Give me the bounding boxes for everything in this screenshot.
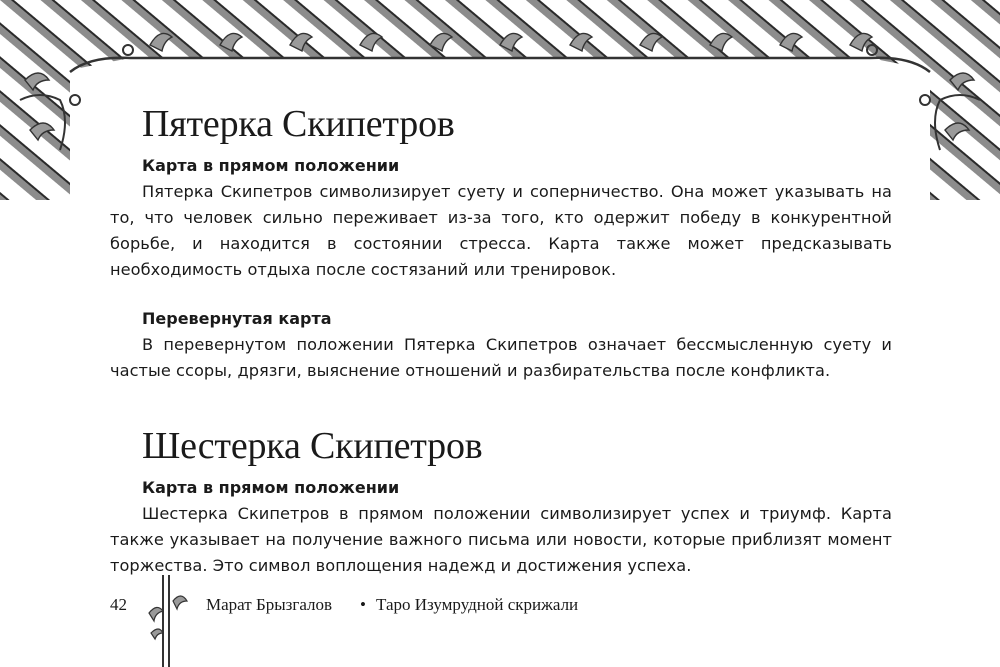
page-footer: [110, 593, 910, 623]
footer-book-title: Таро Изумрудной скрижали: [376, 595, 579, 614]
page-content: [110, 100, 892, 579]
page-number: 42: [110, 595, 127, 614]
footer-author: Марат Брызгалов: [206, 595, 333, 614]
section-five-scepters: [110, 100, 892, 384]
reversed-text: В перевернутом положении Пятерка Скипетров означает бессмысленную суету и частые ссоры, дрязги, выяснение отношений и разбирательства после конфликта.: [110, 335, 892, 380]
upright-heading: Карта в прямом положении: [142, 478, 400, 497]
section-six-scepters: [110, 422, 892, 579]
footer-separator: •: [360, 595, 366, 614]
upright-text: Пятерка Скипетров символизирует суету и соперничество. Она может указывать на то, что человек сильно переживает из-за того, кто одержит победу в конкурентной борьбе, и находится в состоянии стресса. Карта также может предсказывать необходимость отдыха после состязаний или тренировок.: [110, 182, 892, 279]
upright-text: Шестерка Скипетров в прямом положении символизирует успех и триумф. Карта также указывает на получение важного письма или новости, которые приблизят момент торжества. Это символ воплощения надежд и достижения успеха.: [110, 504, 892, 575]
reversed-heading: Перевернутая карта: [142, 309, 332, 328]
upright-heading: Карта в прямом положении: [142, 156, 400, 175]
section-title: Пятерка Скипетров: [142, 103, 455, 145]
section-title: Шестерка Скипетров: [142, 425, 483, 467]
